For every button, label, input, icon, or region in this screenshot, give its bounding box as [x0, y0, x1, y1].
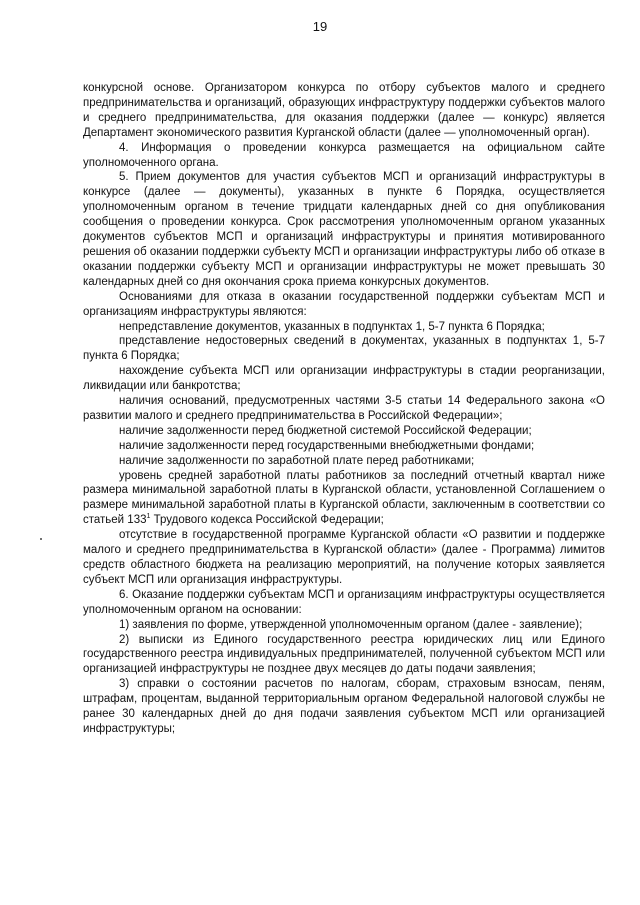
scan-speck — [40, 538, 42, 540]
paragraph-item-6: 6. Оказание поддержки субъектам МСП и организациям инфраструктуры осуществляется уполномоченным органом на основании: — [83, 588, 605, 616]
list-item-false-information: представление недостоверных сведений в документах, указанных в подпунктах 1, 5-7 пункта 6 Порядка; — [83, 335, 605, 363]
list-item-reorganization: нахождение субъекта МСП или организации инфраструктуры в стадии реорганизации, ликвидации или банкротства; — [83, 365, 605, 393]
minimum-wage-text-before: уровень средней заработной платы работников за последний отчетный квартал ниже размера минимальной заработной платы в Курганской области, установленной Соглашением о размере минимальной заработной платы в Курганской области, заключенным в соответствии со статьей 133 — [83, 469, 605, 527]
minimum-wage-text-after: Трудового кодекса Российской Федерации; — [150, 514, 384, 527]
subitem-2-registry-extract: 2) выписки из Единого государственного реестра юридических лиц или Единого государственного реестра индивидуальных предпринимателей, полученной субъектом МСП или организацией инфраструктуры не позднее двух месяцев до даты подачи заявления; — [83, 633, 605, 676]
list-item-budget-debt: наличие задолженности перед бюджетной системой Российской Федерации; — [119, 424, 532, 437]
paragraph-item-4: 4. Информация о проведении конкурса размещается на официальном сайте уполномоченного органа. — [83, 141, 605, 169]
page-number: 19 — [312, 19, 328, 34]
list-item-federal-law-grounds: наличия оснований, предусмотренных частями 3-5 статьи 14 Федерального закона «О развитии малого и среднего предпринимательства в Российской Федерации»; — [83, 395, 605, 422]
paragraph-refusal-grounds: Основаниями для отказа в оказании государственной поддержки субъектам МСП и организациям инфраструктуры являются: — [83, 290, 605, 318]
subitem-3-tax-certificate: 3) справки о состоянии расчетов по налогам, сборам, страховым взносам, пеням, штрафам, процентам, выданной территориальным органом Федеральной налоговой службы не ранее 30 календарных дней до дня подачи заявления субъектом МСП или организацией инфраструктуры; — [83, 678, 605, 735]
paragraph-competition-organizer: конкурсной основе. Организатором конкурса по отбору субъектов малого и среднего предпринимательства и организаций, образующих инфраструктуру поддержки субъектов малого и среднего предпринимательства, для оказания поддержки (далее — конкурс) является Департамент экономического развития Курганской области (далее — уполномоченный орган). — [83, 82, 605, 139]
list-item-program-limits: отсутствие в государственной программе Курганской области «О развитии и поддержке малого и среднего предпринимательства в Курганской области» (далее - Программа) лимитов средств областного бюджета на реализацию мероприятий, на получение которых заявляется субъект МСП или организация инфраструктуры. — [83, 529, 605, 586]
list-item-non-submission: непредставление документов, указанных в подпунктах 1, 5-7 пункта 6 Порядка; — [119, 320, 545, 333]
list-item-salary-debt: наличие задолженности по заработной плате перед работниками; — [119, 454, 475, 467]
paragraph-item-5: 5. Прием документов для участия субъектов МСП и организаций инфраструктуры в конкурсе (далее — документы), указанных в пункте 6 Порядка, осуществляется уполномоченным органом в течение тридцати календарных дней со дня опубликования сообщения о проведении конкурса. Срок рассмотрения уполномоченным органом указанных документов субъектов МСП и организаций инфраструктуры и принятия мотивированного решения об оказании поддержки субъекту МСП и организации инфраструктуры либо об отказе в оказании поддержки субъекту МСП и организации инфраструктуры не может превышать 30 календарных дней со дня окончания срока приема конкурсных документов. — [83, 171, 605, 288]
subitem-1-application: 1) заявления по форме, утвержденной уполномоченным органом (далее - заявление); — [119, 618, 583, 631]
list-item-funds-debt: наличие задолженности перед государственными внебюджетными фондами; — [119, 439, 535, 452]
article-superscript: 1 — [146, 513, 151, 521]
document-body — [83, 81, 605, 737]
list-item-minimum-wage — [83, 469, 605, 529]
